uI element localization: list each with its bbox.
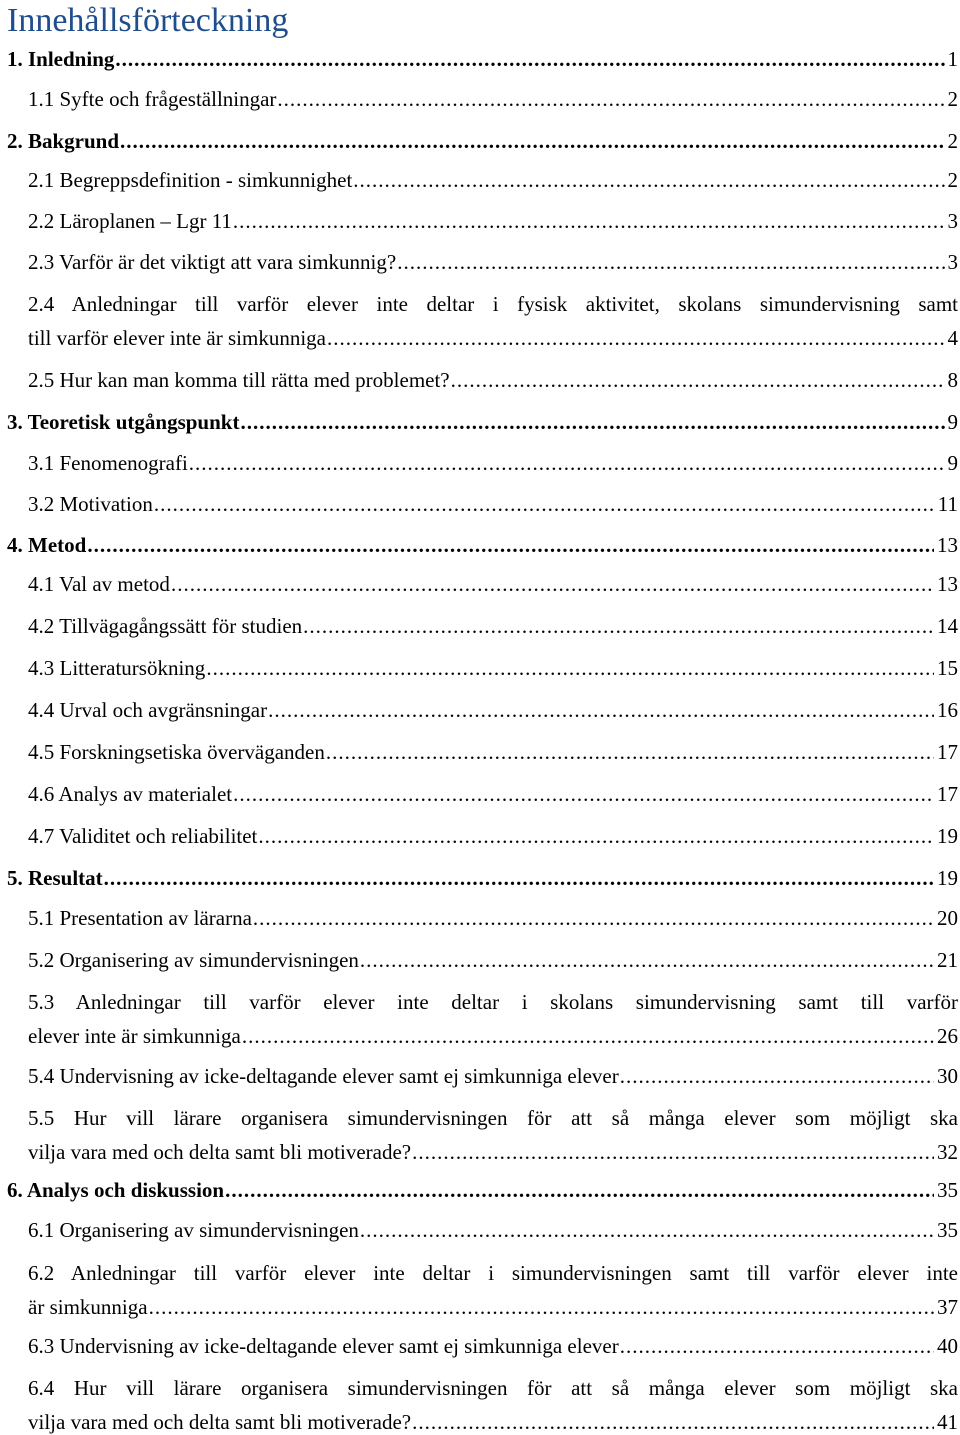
toc-page-number: 17 <box>937 782 958 806</box>
dot-leader <box>620 1063 934 1089</box>
toc-entry-text: är simkunniga <box>28 1295 148 1319</box>
toc-title: Innehållsförteckning <box>7 2 289 39</box>
toc-page-number: 4 <box>947 326 958 350</box>
toc-entry-text: 5.2 Organisering av simundervisningen <box>28 948 359 972</box>
dot-leader <box>412 1409 934 1435</box>
dot-leader <box>620 1333 934 1359</box>
toc-entry-text: 3. Teoretisk utgångspunkt <box>7 410 240 434</box>
toc-entry-text: 4.1 Val av metod <box>28 572 170 596</box>
toc-page-number: 3 <box>947 209 958 233</box>
dot-leader <box>104 865 934 891</box>
toc-entry-text: 2.1 Begreppsdefinition - simkunnighet <box>28 168 353 192</box>
dot-leader <box>353 167 944 193</box>
toc-entry-text: 6.4 Hur vill lärare organisera simundervisningen för att så många elever som möjligt ska <box>28 1376 958 1400</box>
dot-leader <box>149 1294 934 1320</box>
toc-entry-text: 2.5 Hur kan man komma till rätta med problemet? <box>28 368 450 392</box>
dot-leader <box>171 571 934 597</box>
toc-page-number: 13 <box>937 572 958 596</box>
toc-entry-text: 6.1 Organisering av simundervisningen <box>28 1218 359 1242</box>
toc-entry-text: 5.1 Presentation av lärarna <box>28 906 252 930</box>
toc-page-number: 41 <box>937 1410 958 1434</box>
toc-page-number: 1 <box>947 47 958 71</box>
toc-page-number: 13 <box>937 533 958 557</box>
toc-page-number: 37 <box>937 1295 958 1319</box>
dot-leader <box>240 409 944 435</box>
toc-page-number: 30 <box>937 1064 958 1088</box>
toc-entry-text: 5.5 Hur vill lärare organisera simundervisningen för att så många elever som möjligt ska <box>28 1106 958 1130</box>
toc-page-number: 8 <box>947 368 958 392</box>
dot-leader <box>233 781 934 807</box>
toc-page-number: 26 <box>937 1024 958 1048</box>
dot-leader <box>412 1139 934 1165</box>
dot-leader <box>87 532 934 558</box>
toc-page-number: 11 <box>937 492 958 516</box>
dot-leader <box>242 1023 934 1049</box>
toc-page-number: 9 <box>947 451 958 475</box>
toc-page-number: 16 <box>937 698 958 722</box>
toc-entry-text: 3.2 Motivation <box>28 492 153 516</box>
dot-leader <box>268 697 934 723</box>
dot-leader <box>189 450 945 476</box>
toc-entry-text: 4.2 Tillvägagångssätt för studien <box>28 614 303 638</box>
toc-page-number: 32 <box>937 1140 958 1164</box>
toc-page-number: 3 <box>947 250 958 274</box>
toc-page-number: 14 <box>937 614 958 638</box>
toc-entry-text: 2.4 Anledningar till varför elever inte deltar i fysisk aktivitet, skolans simundervisning samt <box>28 292 958 316</box>
dot-leader <box>258 823 934 849</box>
toc-page-number: 35 <box>937 1218 958 1242</box>
toc-page-number: 19 <box>937 824 958 848</box>
dot-leader <box>327 325 945 351</box>
dot-leader <box>277 86 944 112</box>
toc-entry-text: 5.3 Anledningar till varför elever inte deltar i skolans simundervisning samt till varför <box>28 990 958 1014</box>
toc-entry-text: 6.2 Anledningar till varför elever inte deltar i simundervisningen samt till varför elever inte <box>28 1261 958 1285</box>
dot-leader <box>253 905 934 931</box>
dot-leader <box>120 128 944 154</box>
dot-leader <box>154 491 935 517</box>
dot-leader <box>326 739 934 765</box>
toc-page-number: 2 <box>947 129 958 153</box>
toc-entry-text: vilja vara med och delta samt bli motiverade? <box>28 1140 412 1164</box>
toc-page-number: 35 <box>937 1178 958 1202</box>
dot-leader <box>451 367 945 393</box>
dot-leader <box>360 1217 934 1243</box>
toc-entry-text: 6. Analys och diskussion <box>7 1178 225 1202</box>
toc-entry-text: 4.3 Litteratursökning <box>28 656 206 680</box>
dot-leader <box>206 655 934 681</box>
dot-leader <box>397 249 944 275</box>
toc-page-number: 20 <box>937 906 958 930</box>
toc-entry-text: 4.6 Analys av materialet <box>28 782 233 806</box>
toc-entry-text: 2.2 Läroplanen – Lgr 11 <box>28 209 232 233</box>
toc-entry-text: 3.1 Fenomenografi <box>28 451 188 475</box>
toc-page-number: 21 <box>937 948 958 972</box>
dot-leader <box>233 208 945 234</box>
toc-entry-text: 4.7 Validitet och reliabilitet <box>28 824 258 848</box>
toc-page-number: 2 <box>947 168 958 192</box>
toc-entry-text: 4.4 Urval och avgränsningar <box>28 698 268 722</box>
toc-entry-text: 6.3 Undervisning av icke-deltagande elever samt ej simkunniga elever <box>28 1334 619 1358</box>
dot-leader <box>303 613 934 639</box>
toc-entry-text: 5. Resultat <box>7 866 103 890</box>
toc-page-number: 19 <box>937 866 958 890</box>
toc-entry-text: till varför elever inte är simkunniga <box>28 326 326 350</box>
toc-entry-text: 2.3 Varför är det viktigt att vara simkunnig? <box>28 250 397 274</box>
toc-page-number: 2 <box>947 87 958 111</box>
toc-page-number: 17 <box>937 740 958 764</box>
toc-page-number: 9 <box>947 410 958 434</box>
toc-page-number: 40 <box>937 1334 958 1358</box>
toc-page-number: 15 <box>937 656 958 680</box>
toc-entry-text: 4.5 Forskningsetiska överväganden <box>28 740 325 764</box>
toc-entry-text: 5.4 Undervisning av icke-deltagande elever samt ej simkunniga elever <box>28 1064 619 1088</box>
dot-leader <box>115 46 944 72</box>
toc-entry-text: 1.1 Syfte och frågeställningar <box>28 87 277 111</box>
toc-entry-text: vilja vara med och delta samt bli motiverade? <box>28 1410 412 1434</box>
toc-entry-text: 1. Inledning <box>7 47 115 71</box>
dot-leader <box>360 947 934 973</box>
toc-entry-text: elever inte är simkunniga <box>28 1024 241 1048</box>
toc-entry-text: 2. Bakgrund <box>7 129 120 153</box>
dot-leader <box>225 1177 934 1203</box>
toc-entry-text: 4. Metod <box>7 533 87 557</box>
